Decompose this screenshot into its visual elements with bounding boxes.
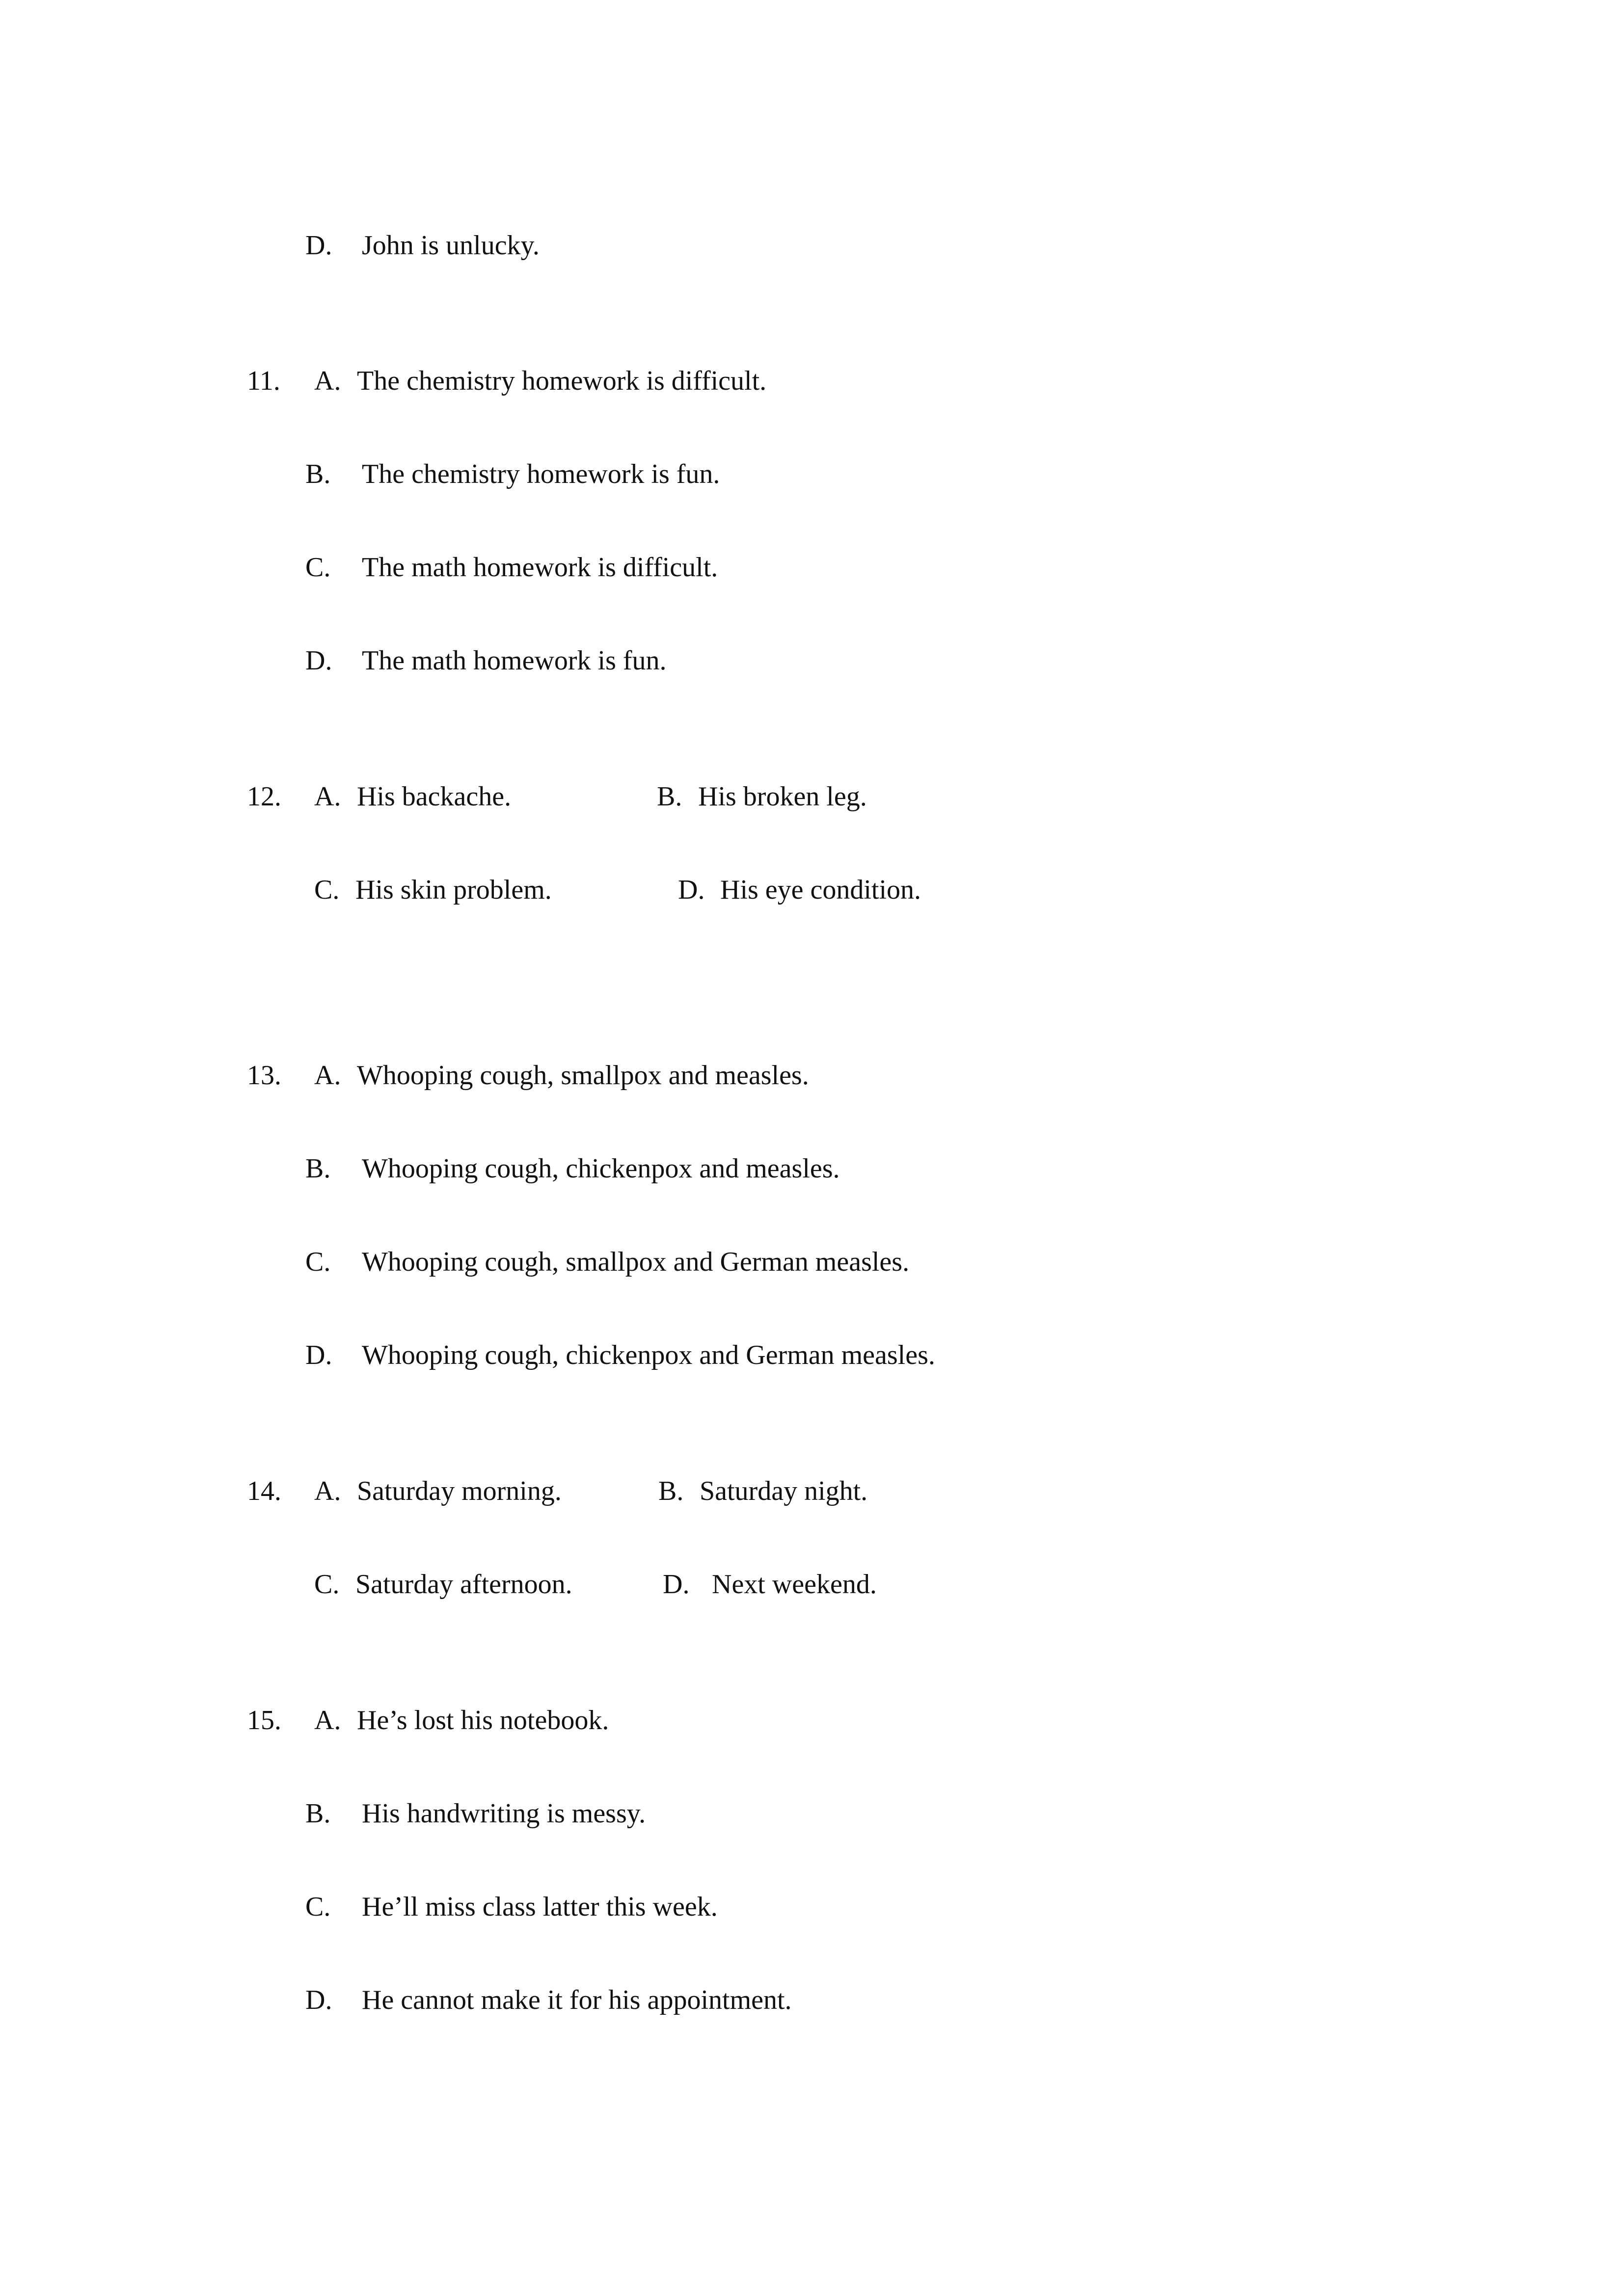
option-text: His backache. — [357, 781, 512, 812]
option-text: He’ll miss class latter this week. — [362, 1892, 718, 1922]
option-label: C. — [305, 552, 331, 583]
option-text: Saturday night. — [700, 1476, 868, 1506]
option-text: Whooping cough, chickenpox and measles. — [362, 1153, 840, 1184]
option-label: B. — [305, 459, 331, 489]
question-number: 13. — [247, 1060, 281, 1091]
option-text: Whooping cough, smallpox and German measles. — [362, 1247, 910, 1277]
option-label: B. — [658, 1476, 684, 1506]
option-label: B. — [305, 1798, 331, 1829]
option-label: B. — [305, 1153, 331, 1184]
option-text: He’s lost his notebook. — [357, 1705, 609, 1735]
option-label: A. — [314, 1705, 341, 1735]
option-label: A. — [314, 366, 341, 396]
option-label: D. — [305, 645, 332, 676]
option-label: B. — [657, 781, 682, 812]
question-number: 11. — [247, 366, 280, 396]
option-text: Whooping cough, chickenpox and German measles. — [362, 1340, 935, 1370]
option-label: C. — [305, 1247, 331, 1277]
option-text: The chemistry homework is difficult. — [357, 366, 767, 396]
option-label: A. — [314, 1060, 341, 1091]
option-text: John is unlucky. — [362, 230, 540, 261]
option-text: Saturday morning. — [357, 1476, 562, 1506]
option-text: He cannot make it for his appointment. — [362, 1985, 792, 2015]
option-label: C. — [314, 875, 340, 905]
option-text: His eye condition. — [720, 875, 921, 905]
option-text: His handwriting is messy. — [362, 1798, 646, 1829]
option-label: D. — [305, 1985, 332, 2015]
option-label: A. — [314, 1476, 341, 1506]
question-number: 14. — [247, 1476, 281, 1506]
option-label: C. — [314, 1569, 340, 1600]
option-text: His skin problem. — [355, 875, 552, 905]
option-label: D. — [305, 230, 332, 261]
option-text: The math homework is fun. — [362, 645, 667, 676]
option-label: D. — [678, 875, 705, 905]
option-text: Saturday afternoon. — [355, 1569, 572, 1600]
question-number: 15. — [247, 1705, 281, 1735]
option-text: Next weekend. — [712, 1569, 877, 1600]
option-label: D. — [663, 1569, 690, 1600]
option-label: C. — [305, 1892, 331, 1922]
option-text: His broken leg. — [698, 781, 867, 812]
option-label: A. — [314, 781, 341, 812]
option-label: D. — [305, 1340, 332, 1370]
option-text: The chemistry homework is fun. — [362, 459, 720, 489]
option-text: The math homework is difficult. — [362, 552, 718, 583]
option-text: Whooping cough, smallpox and measles. — [357, 1060, 809, 1091]
question-number: 12. — [247, 781, 281, 812]
